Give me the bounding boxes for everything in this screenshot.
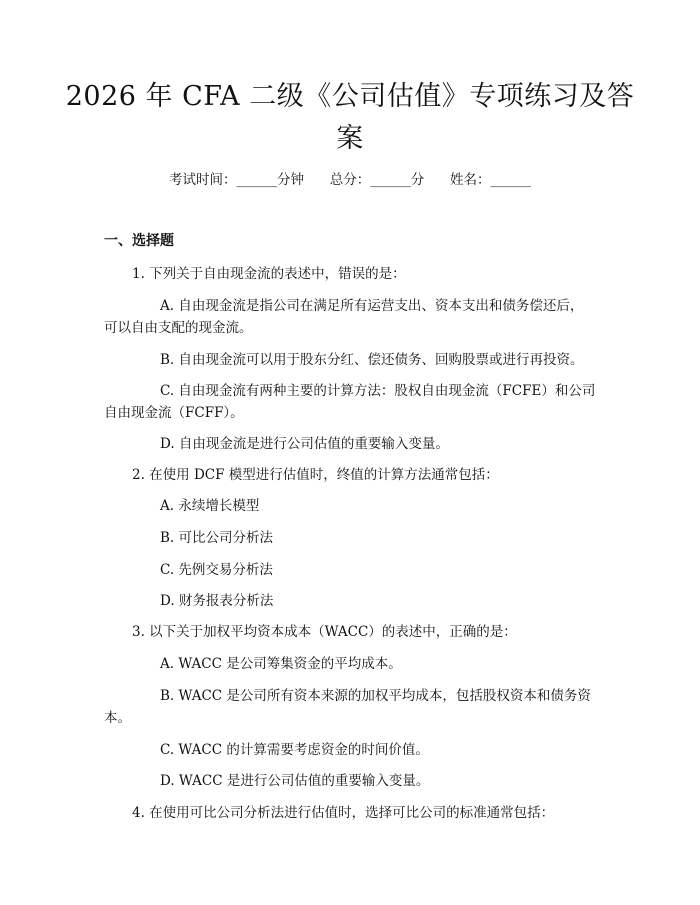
option-text-continued: 可以自由支配的现金流。	[104, 320, 253, 336]
question-stem: 3. 以下关于加权平均资本成本（WACC）的表述中，正确的是：	[132, 624, 517, 640]
option-text: A. 自由现金流是指公司在满足所有运营支出、资本支出和债务偿还后，	[160, 298, 584, 314]
name-blank: ______	[490, 172, 531, 188]
score-blank: ______	[370, 172, 411, 188]
option-text: C. WACC 的计算需要考虑资金的时间价值。	[160, 742, 429, 758]
option-text: D. WACC 是进行公司估值的重要输入变量。	[160, 773, 430, 789]
score-unit: 分	[410, 172, 425, 188]
option-text: B. WACC 是公司所有资本来源的加权平均成本，包括股权资本和债务资	[160, 688, 591, 704]
option-text: A. WACC 是公司筹集资金的平均成本。	[160, 656, 402, 672]
option-text: B. 可比公司分析法	[160, 530, 274, 546]
option-text: B. 自由现金流可以用于股东分红、偿还债务、回购股票或进行再投资。	[160, 352, 584, 368]
question-stem: 2. 在使用 DCF 模型进行估值时，终值的计算方法通常包括：	[132, 467, 499, 483]
option-text-continued: 本。	[104, 710, 131, 726]
name-label: 姓名：	[450, 172, 491, 188]
option-text: C. 自由现金流有两种主要的计算方法：股权自由现金流（FCFE）和公司	[160, 383, 596, 399]
title-line-2: 案	[336, 123, 364, 154]
option-text: C. 先例交易分析法	[160, 562, 273, 578]
time-blank: ______	[236, 172, 277, 188]
question-stem: 4. 在使用可比公司分析法进行估值时，选择可比公司的标准通常包括：	[132, 805, 555, 821]
title-line-1: 2026 年 CFA 二级《公司估值》专项练习及答	[65, 81, 635, 112]
section-title: 一、选择题	[104, 233, 174, 249]
option-text: A. 永续增长模型	[160, 498, 260, 514]
score-label: 总分：	[329, 172, 371, 188]
question-stem: 1. 下列关于自由现金流的表述中，错误的是：	[132, 266, 406, 282]
document-title	[60, 76, 640, 160]
option-text: D. 自由现金流是进行公司估值的重要输入变量。	[160, 436, 449, 452]
time-label: 考试时间：	[169, 172, 237, 188]
exam-meta	[0, 168, 700, 188]
time-unit: 分钟	[277, 172, 304, 188]
option-text: D. 财务报表分析法	[160, 593, 274, 609]
option-text-continued: 自由现金流（FCFF）。	[104, 405, 244, 421]
